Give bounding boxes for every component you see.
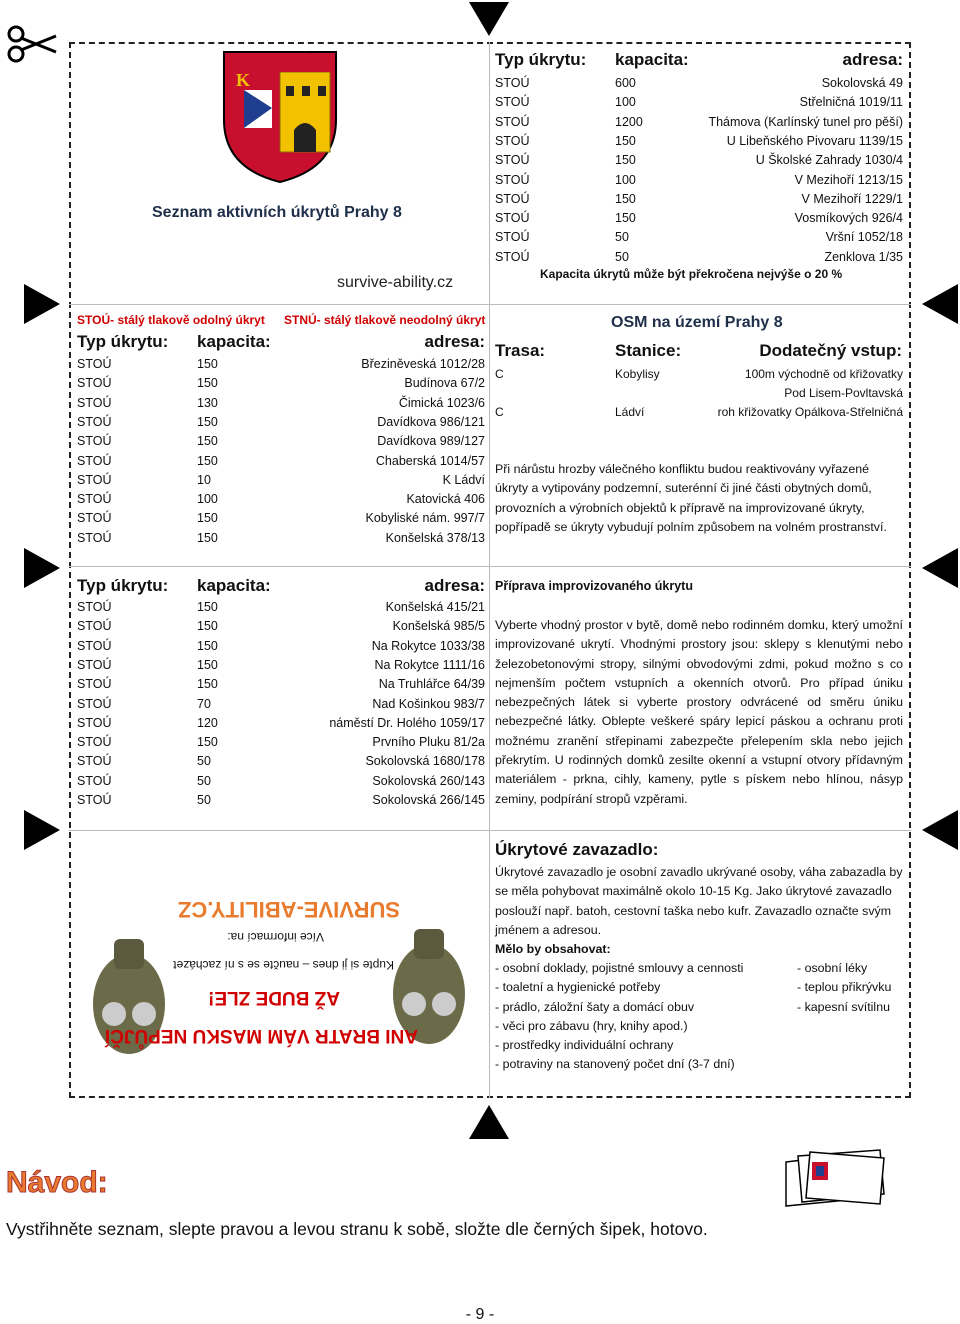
table-row: [77, 656, 485, 675]
cell-capacity: 150: [197, 376, 218, 391]
osm-entry: 100m východně od křižovatky: [744, 367, 903, 381]
table-row: [495, 74, 903, 93]
table-row: [77, 509, 485, 528]
cell-address: Na Rokytce 1033/38: [371, 638, 485, 653]
svg-text:K: K: [236, 70, 251, 90]
cell-type: STOÚ: [77, 414, 112, 429]
cell-capacity: 600: [615, 76, 636, 90]
cell-address: Sokolovská 260/143: [372, 773, 485, 788]
cell-address: Vosmíkových 926/4: [794, 211, 903, 226]
cell-capacity: 150: [615, 211, 636, 226]
cell-capacity: 120: [197, 715, 218, 730]
list-item: - prostředky individuální ochrany: [495, 1038, 674, 1053]
cell-type: STOÚ: [495, 133, 530, 148]
cell-type: STOÚ: [77, 357, 112, 371]
cell-address: U Libeňského Pivovaru 1139/15: [726, 133, 903, 148]
cell-capacity: 50: [197, 773, 211, 788]
list-item: - prádlo, záložní šaty a domácí obuv: [495, 999, 695, 1014]
cell-type: STOÚ: [495, 249, 530, 264]
cell-address: Na Truhlářce 64/39: [378, 677, 485, 692]
kit-title: Úkrytové zavazadlo:: [495, 840, 659, 859]
cell-capacity: 150: [197, 619, 218, 634]
gas-mask-ad: [72, 838, 486, 1094]
capacity-note: Kapacita úkrytů může být překročena nejvýše o 20 %: [540, 267, 843, 281]
cell-address: Březiněveská 1012/28: [361, 357, 485, 371]
ad-warning-1: AŽ BUDE ZLE!: [208, 987, 340, 1008]
osm-station: Ládví: [615, 405, 645, 419]
list-item: - osobní léky: [797, 961, 868, 975]
header-capacity: kapacita:: [197, 576, 271, 595]
fold-arrow-bottom-icon: [469, 1105, 509, 1139]
header-capacity: kapacita:: [197, 332, 271, 351]
cell-type: STOÚ: [77, 434, 112, 449]
cell-capacity: 130: [197, 395, 218, 410]
osm-station: Kobylisy: [615, 367, 660, 381]
cell-address: Nad Košinkou 983/7: [372, 696, 485, 711]
cell-capacity: 150: [197, 638, 218, 653]
cell-capacity: 150: [197, 453, 218, 468]
list-item: - kapesní svítilnu: [797, 999, 890, 1014]
cell-type: STOÚ: [495, 76, 530, 90]
table-row: [77, 772, 485, 791]
cell-capacity: 150: [197, 735, 218, 750]
cell-address: Konšelská 415/21: [385, 600, 485, 614]
ad-buy: Kupte si ji dnes – naučte se s ní zacházet: [173, 958, 394, 972]
table-row: [77, 752, 485, 771]
cell-capacity: 150: [197, 511, 218, 526]
table-row: [495, 171, 903, 190]
cell-type: STOÚ: [495, 172, 530, 187]
fold-line-1: [69, 304, 911, 305]
table-row: [495, 190, 903, 209]
header-type: Typ úkrytu:: [77, 332, 169, 351]
cell-type: STOÚ: [495, 153, 530, 168]
cell-type: STOÚ: [77, 511, 112, 526]
table-row: [495, 248, 903, 267]
prague8-crest-icon: [222, 50, 338, 184]
table-row: [495, 228, 903, 247]
header-address: adresa:: [424, 332, 485, 351]
fold-arrow-left-3-icon: [24, 810, 60, 850]
table-row: [495, 151, 903, 170]
cell-type: STOÚ: [495, 211, 530, 226]
cell-address: V Mezihoří 1213/15: [794, 172, 903, 187]
cell-address: Davídkova 986/121: [377, 414, 485, 429]
kit-items-right: [797, 959, 891, 1017]
fold-line-3: [69, 830, 911, 831]
list-item: - teplou přikrývku: [797, 980, 892, 995]
cell-capacity: 150: [197, 600, 218, 614]
cell-type: STOÚ: [77, 754, 112, 769]
cell-type: STOÚ: [77, 492, 112, 507]
cell-address: Vršní 1052/18: [825, 230, 903, 245]
cell-capacity: 1200: [615, 114, 643, 129]
table-row: [495, 132, 903, 151]
cell-type: STOÚ: [77, 715, 112, 730]
table-row: [77, 617, 485, 636]
cell-type: STOÚ: [77, 735, 112, 750]
osm-route: C: [495, 367, 504, 381]
table-row: [77, 413, 485, 432]
table-row: [77, 490, 485, 509]
cell-address: Na Rokytce 1111/16: [374, 657, 485, 672]
cell-capacity: 50: [197, 754, 211, 769]
cell-capacity: 150: [197, 657, 218, 672]
osm-header-station: Stanice:: [615, 341, 682, 360]
fold-arrow-left-1-icon: [24, 284, 60, 324]
cell-address: Sokolovská 266/145: [372, 793, 485, 807]
cell-address: Budínova 67/2: [404, 376, 485, 391]
cell-type: STOÚ: [77, 638, 112, 653]
cell-capacity: 150: [197, 530, 218, 545]
folded-card-icon: [784, 1148, 888, 1208]
cell-address: Konšelská 378/13: [385, 530, 485, 545]
cell-capacity: 70: [197, 696, 211, 711]
cell-type: STOÚ: [495, 95, 530, 110]
instructions-title: Návod:: [6, 1166, 108, 1199]
cell-address: Čimická 1023/6: [398, 395, 485, 410]
osm-title: OSM na území Prahy 8: [611, 314, 783, 331]
kit-items-left: [495, 959, 743, 1075]
header-address: adresa:: [424, 576, 485, 595]
cell-capacity: 10: [197, 472, 211, 487]
center-fold-line: [489, 42, 490, 1098]
page-number: - 9 -: [465, 1306, 495, 1323]
fold-arrow-right-2-icon: [922, 548, 958, 588]
osm-entry: roh křižovatky Opálkova-Střelničná: [717, 405, 903, 419]
table-row: [77, 355, 485, 374]
cell-type: STOÚ: [77, 600, 112, 614]
header-type: Typ úkrytu:: [495, 50, 587, 69]
fold-arrow-right-3-icon: [922, 810, 958, 850]
list-item: - osobní doklady, pojistné smlouvy a cennosti: [495, 961, 744, 975]
table-row: [77, 394, 485, 413]
cell-capacity: 50: [197, 793, 211, 807]
table-row: [77, 714, 485, 733]
improvised-text: Vyberte vhodný prostor v bytě, domě nebo rodinném domku, který umožní improvizované ukrytí. Vhodnými prostory jsou: sklepy s klenutými nebo železobetonovými stropy, silnými obvodovými zdmi, pokud možno s co nejmenším počtem vstupních a okenních otvorů. Pro případ úniku nebezpečných látek si vyberte prostory odvrácené od směru úniku nebezpečné látky. Oblepte veškeré spáry lepicí páskou a ochranu proti možnému zranění střepinami zabezpečte přelepením skla nebo jejich překrytím. U rodinných domků zesilte okenní a vstupní otvory přídavným materiálem - prkna, cihly, kameny, pytle s pískem nebo hlínou, násyp zeminy, podpírání stropů vzpěrami.: [495, 618, 903, 806]
cell-address: Zenklova 1/35: [824, 249, 903, 264]
cell-address: U Školské Zahrady 1030/4: [755, 153, 903, 168]
cell-type: STOÚ: [77, 530, 112, 545]
cell-address: K Ládví: [442, 472, 485, 487]
table-row: [495, 209, 903, 228]
cell-capacity: 50: [615, 230, 629, 245]
osm-text: Při nárůstu hrozby válečného konfliktu budou reaktivovány vyřazené úkryty a vytipovány podzemní, suterénní či jiné části obytných domů, provozních a výrobních objektů k přípravě na improvizované úkryty, popřípadě se úkryty vybudují polním způsobem na volném prostranství.: [495, 462, 887, 534]
cell-capacity: 50: [615, 249, 629, 264]
cell-type: STOÚ: [77, 453, 112, 468]
cell-type: STOÚ: [77, 619, 112, 634]
header-capacity: kapacita:: [615, 50, 689, 69]
cell-capacity: 150: [197, 434, 218, 449]
cell-capacity: 150: [615, 191, 636, 206]
header-type: Typ úkrytu:: [77, 576, 169, 595]
legend-stnu: STNÚ- stálý tlakově neodolný úkryt: [284, 313, 486, 327]
cell-address: Davídkova 989/127: [377, 434, 485, 449]
cell-address: Sokolovská 49: [821, 76, 903, 90]
cell-type: STOÚ: [77, 773, 112, 788]
table-row: [77, 733, 485, 752]
kit-should-contain: Mělo by obsahovat:: [495, 942, 611, 956]
cell-address: V Mezihoří 1229/1: [801, 191, 903, 206]
cell-type: STOÚ: [77, 696, 112, 711]
cell-type: STOÚ: [77, 657, 112, 672]
cell-address: náměstí Dr. Holého 1059/17: [329, 715, 485, 730]
cell-capacity: 150: [615, 153, 636, 168]
osm-header-route: Trasa:: [495, 341, 546, 360]
cell-address: Sokolovská 1680/178: [365, 754, 485, 769]
header-address: adresa:: [842, 50, 903, 69]
fold-line-2: [69, 566, 911, 567]
cell-address: Thámova (Karlínský tunel pro pěší): [708, 114, 903, 129]
instructions-text: Vystřihněte seznam, slepte pravou a levou stranu k sobě, složte dle černých šipek, hotovo.: [6, 1219, 708, 1239]
cell-type: STOÚ: [77, 376, 112, 391]
cell-address: Kobyliské nám. 997/7: [365, 511, 485, 526]
cell-type: STOÚ: [77, 677, 112, 692]
table-row: [77, 452, 485, 471]
fold-arrow-top-icon: [469, 2, 509, 36]
table-row: [77, 471, 485, 490]
cell-type: STOÚ: [495, 114, 530, 129]
fold-arrow-left-2-icon: [24, 548, 60, 588]
fold-arrow-right-1-icon: [922, 284, 958, 324]
list-title: Seznam aktivních úkrytů Prahy 8: [152, 204, 402, 221]
table-row: [77, 529, 485, 548]
list-item: - potraviny na stanovený počet dní (3-7 dní): [495, 1057, 735, 1072]
cell-type: STOÚ: [495, 230, 530, 245]
table-row: [77, 791, 485, 810]
table-row: [77, 598, 485, 617]
cell-type: STOÚ: [77, 793, 112, 807]
brand-site[interactable]: survive-ability.cz: [337, 274, 454, 291]
improvised-title: Příprava improvizovaného úkrytu: [495, 579, 693, 593]
scissors-icon: [6, 24, 58, 64]
cell-address: Katovická 406: [406, 492, 485, 507]
ad-more-info: Více informací na:: [227, 930, 324, 944]
osm-entry-2: Pod Lisem-Povltavská: [784, 386, 903, 400]
cell-capacity: 100: [615, 172, 636, 187]
cell-type: STOÚ: [495, 191, 530, 206]
ad-warning-2: ANI BRATR VÁM MASKU NEPŮJČÍ: [104, 1025, 418, 1046]
cell-capacity: 150: [615, 133, 636, 148]
cell-address: Střelničná 1019/11: [799, 95, 903, 110]
kit-text: Úkrytové zavazadlo je osobní zavadlo ukrývané osoby, váha zabazadla by se měla pohybovat maximálně okolo 10-15 Kg. Jako úkrytové zavazadlo poslouží např. batoh, cestovní taška nebo kufr. Zavazadlo označte svým jménem a adresou.: [495, 865, 903, 937]
list-item: - věci pro zábavu (hry, knihy apod.): [495, 1018, 688, 1033]
table-row: [495, 93, 903, 112]
table-row: [77, 675, 485, 694]
legend-stou: STOÚ- stálý tlakově odolný úkryt: [77, 313, 265, 327]
list-item: - toaletní a hygienické potřeby: [495, 980, 661, 995]
table-row: [77, 374, 485, 393]
cell-address: Prvního Pluku 81/2a: [372, 735, 485, 750]
cell-type: STOÚ: [77, 472, 112, 487]
cell-address: Konšelská 985/5: [392, 619, 485, 634]
cell-capacity: 100: [615, 95, 636, 110]
cell-address: Chaberská 1014/57: [375, 453, 485, 468]
cell-capacity: 150: [197, 357, 218, 371]
table-row: [495, 113, 903, 132]
ad-brand: SURVIVE-ABILITY.CZ: [177, 897, 400, 922]
table-row: [77, 637, 485, 656]
cell-capacity: 150: [197, 414, 218, 429]
table-row: [77, 695, 485, 714]
cell-capacity: 100: [197, 492, 218, 507]
table-row: [77, 432, 485, 451]
cell-capacity: 150: [197, 677, 218, 692]
osm-header-entry: Dodatečný vstup:: [759, 341, 902, 360]
osm-route: C: [495, 405, 504, 419]
cell-type: STOÚ: [77, 395, 112, 410]
